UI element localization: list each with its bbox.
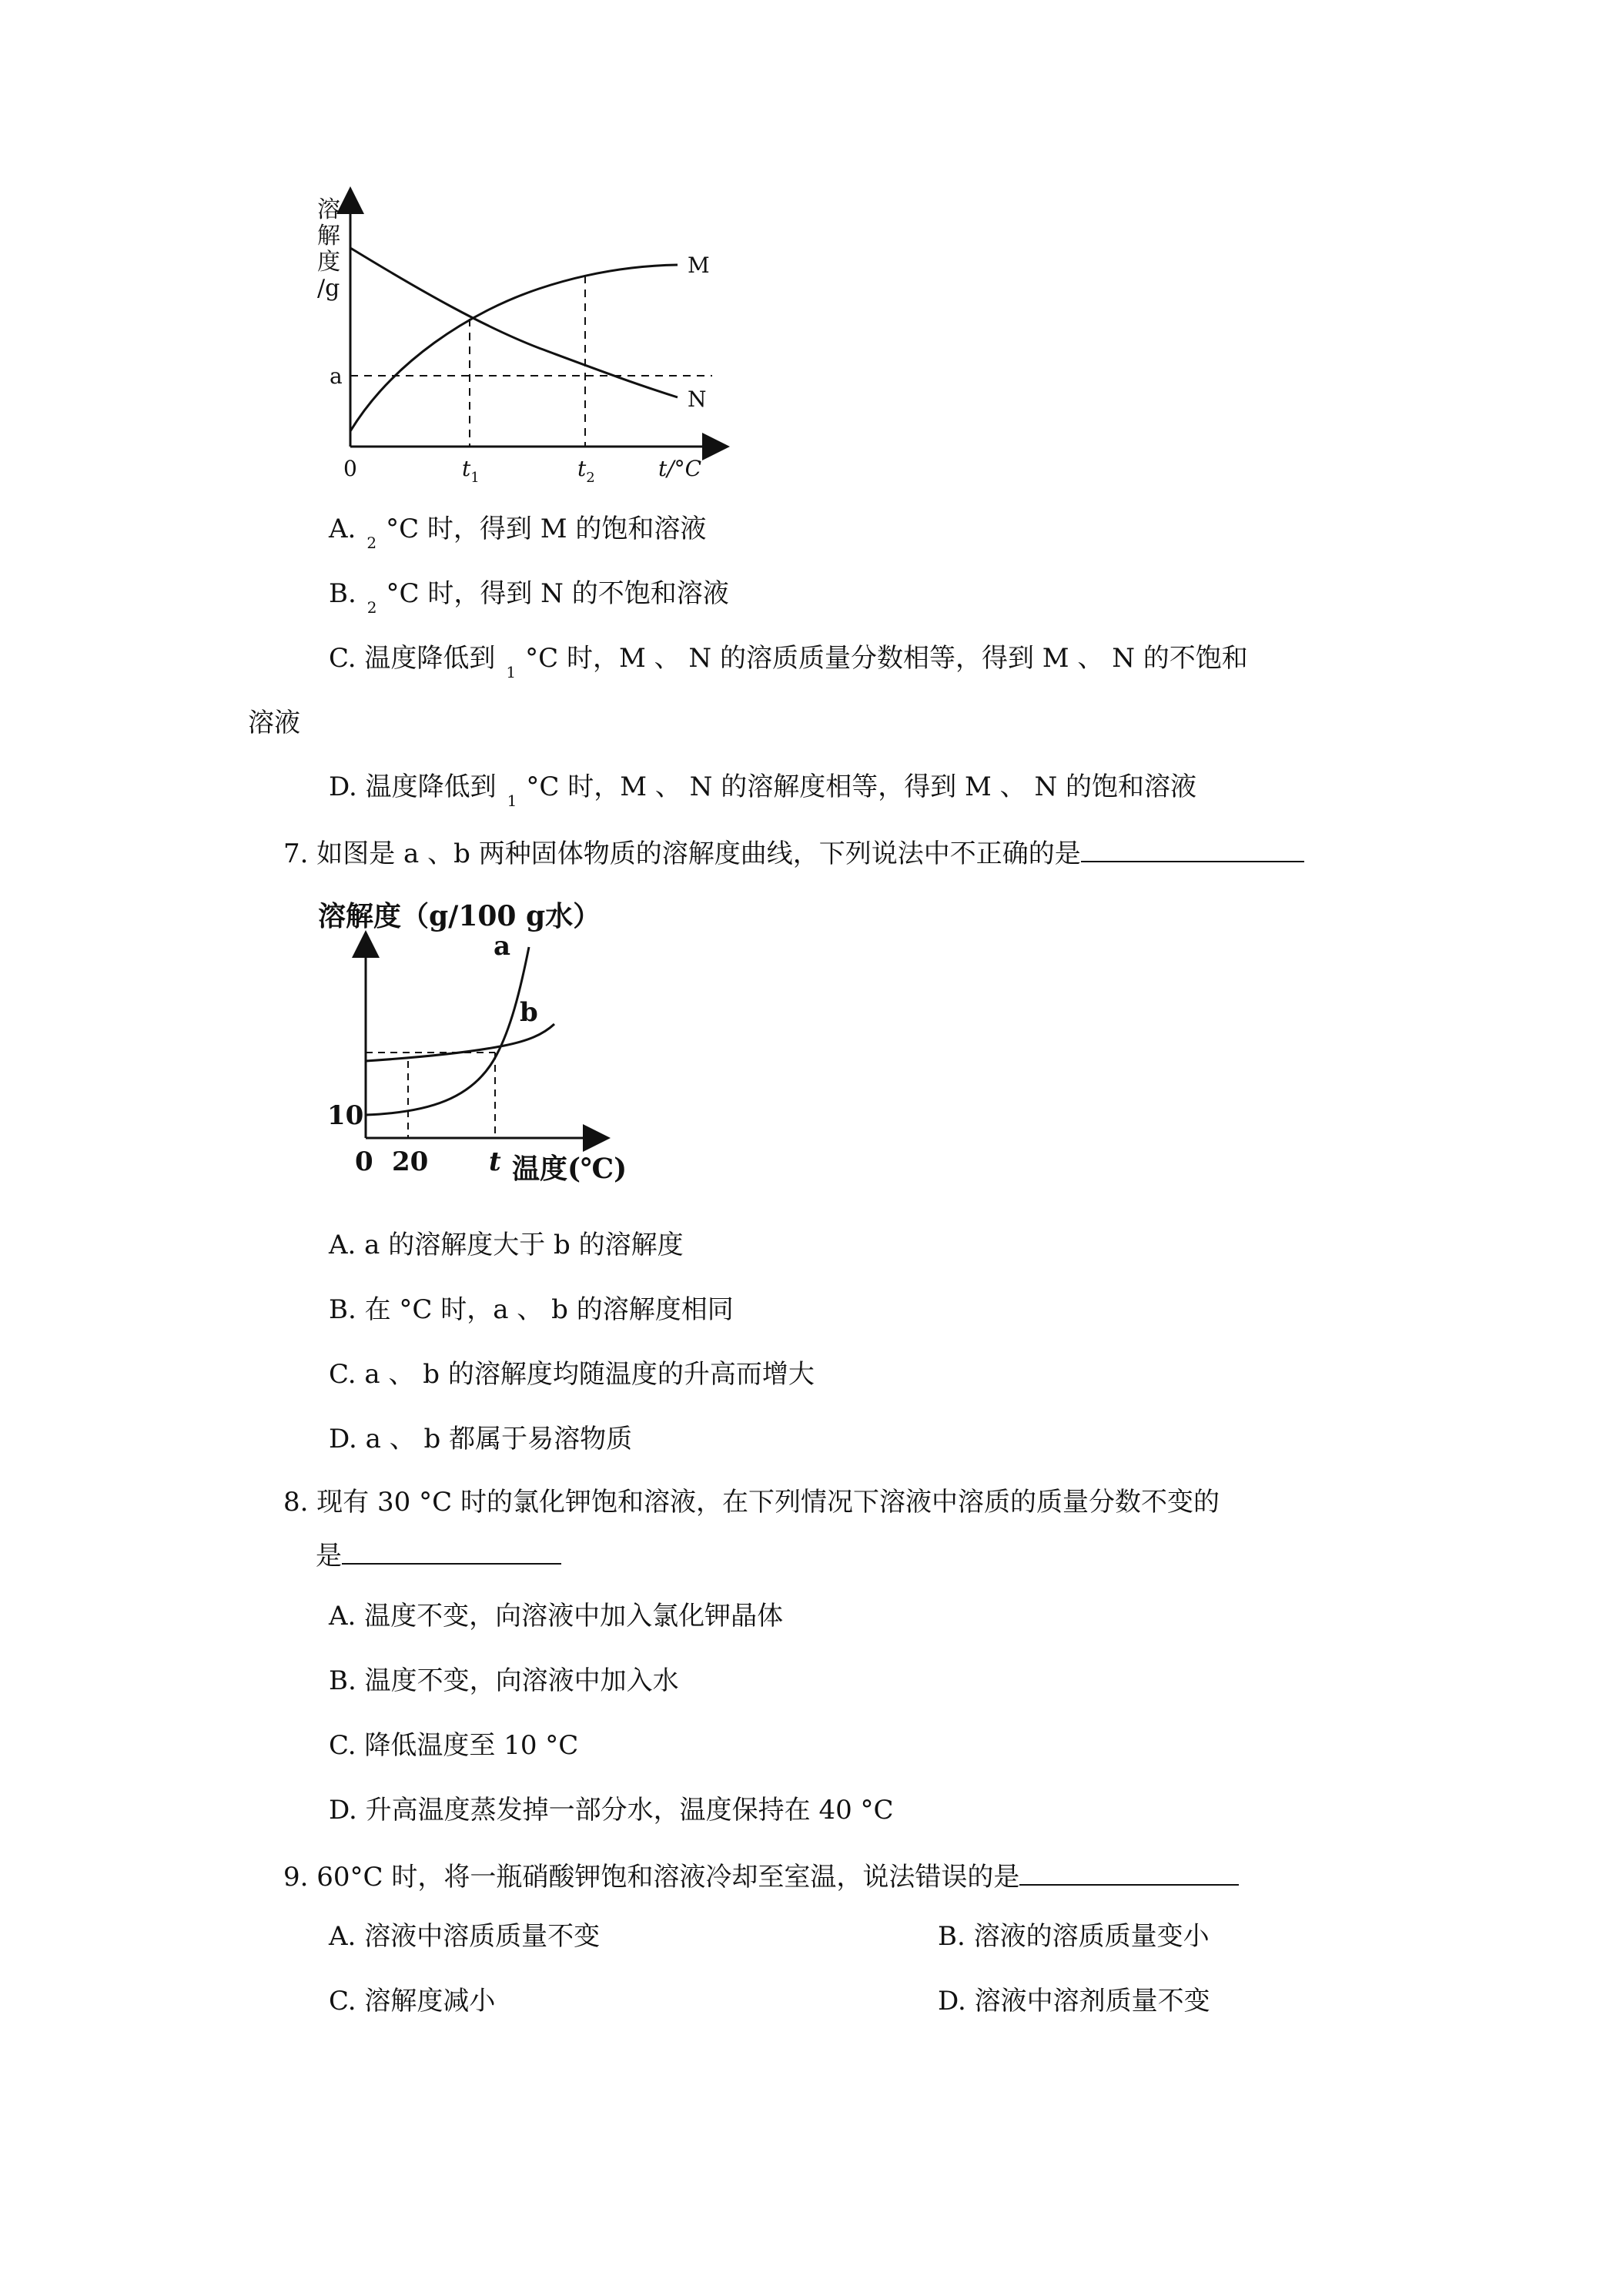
x-axis-label: 温度(℃) — [512, 1153, 627, 1185]
q6-a-sub: 2 — [366, 534, 377, 552]
y-label-4: /g — [317, 275, 340, 302]
q8-option-d: D. 升高温度蒸发掉一部分水，温度保持在 40 °C — [329, 1795, 894, 1826]
curve-label-m: M — [688, 253, 710, 278]
q7-option-d: D. a 、 b 都属于易溶物质 — [329, 1424, 633, 1454]
q6-option-d — [329, 770, 1197, 810]
q6-option-c — [329, 641, 1248, 681]
x-tick-t1: $t_1$ — [462, 456, 480, 486]
q6-b-prefix: B. — [329, 578, 356, 609]
curve-n — [350, 248, 678, 397]
curve-b — [366, 1024, 554, 1061]
y-tick-a: a — [330, 363, 343, 389]
curve-a — [366, 947, 529, 1115]
q9-option-d: D. 溶液中溶剂质量不变 — [938, 1986, 1210, 2017]
q9-stem-text: 9. 60°C 时，将一瓶硝酸钾饱和溶液冷却至室温，说法错误的是 — [283, 1862, 1020, 1893]
q9-answer-blank[interactable] — [1019, 1856, 1239, 1886]
x-tick-20: 20 — [392, 1146, 429, 1177]
y-label-3: 度 — [317, 249, 340, 276]
solubility-chart-ab — [312, 893, 651, 1193]
q8-stem-wrap-text: 是 — [316, 1541, 342, 1571]
origin-label: 0 — [343, 456, 357, 481]
curve-m — [350, 265, 678, 431]
q6-option-b — [329, 577, 729, 617]
q7-option-a: A. a 的溶解度大于 b 的溶解度 — [329, 1230, 684, 1260]
q7-answer-blank[interactable] — [1081, 833, 1304, 862]
y-label-2: 解 — [317, 223, 340, 249]
q9-option-b: B. 溶液的溶质质量变小 — [938, 1921, 1210, 1952]
origin-label: 0 — [355, 1146, 373, 1177]
q9-option-a: A. 溶液中溶质质量不变 — [329, 1921, 601, 1952]
x-tick-t: t — [489, 1146, 501, 1177]
x-unit-label: t/°C — [658, 456, 702, 481]
q8-option-a: A. 温度不变，向溶液中加入氯化钾晶体 — [329, 1601, 784, 1632]
curve-label-b: b — [520, 997, 538, 1028]
q6-d-prefix: D. 温度降低到 — [329, 771, 497, 802]
q7-option-c: C. a 、 b 的溶解度均随温度的升高而增大 — [329, 1359, 815, 1390]
q6-option-a — [329, 512, 707, 552]
q6-option-c-wrap: 溶液 — [248, 708, 300, 738]
q7-stem — [283, 833, 1304, 871]
q6-c-sub: 1 — [506, 663, 517, 681]
q6-b-text: °C 时，得到 N 的不饱和溶液 — [386, 578, 729, 609]
q6-d-text: °C 时，M 、 N 的溶解度相等，得到 M 、 N 的饱和溶液 — [526, 771, 1197, 802]
q8-stem-wrap — [316, 1535, 561, 1573]
q8-stem: 8. 现有 30 °C 时的氯化钾饱和溶液，在下列情况下溶液中溶质的质量分数不变的 — [283, 1487, 1220, 1518]
q6-a-prefix: A. — [329, 514, 356, 544]
q6-b-sub: 2 — [366, 598, 377, 617]
q6-c-prefix: C. 温度降低到 — [329, 643, 496, 674]
q8-answer-blank[interactable] — [342, 1535, 561, 1565]
y-tick-10: 10 — [327, 1100, 364, 1131]
q8-option-b: B. 温度不变，向溶液中加入水 — [329, 1665, 679, 1696]
q8-option-c: C. 降低温度至 10 °C — [329, 1730, 579, 1761]
curve-label-n: N — [688, 387, 707, 412]
q9-option-c: C. 溶解度减小 — [329, 1986, 496, 2017]
curve-label-a: a — [494, 931, 511, 962]
q9-stem — [283, 1856, 1239, 1894]
x-tick-t2: $t_2$ — [577, 456, 595, 486]
chart-title: 溶解度（g/100 g水） — [318, 900, 601, 932]
q6-a-text: °C 时，得到 M 的饱和溶液 — [386, 514, 707, 544]
q7-option-b: B. 在 °C 时，a 、 b 的溶解度相同 — [329, 1294, 734, 1325]
y-label-1: 溶 — [317, 196, 340, 223]
q6-c-text: °C 时，M 、 N 的溶质质量分数相等，得到 M 、 N 的不饱和 — [525, 643, 1248, 674]
q6-d-sub: 1 — [507, 792, 517, 810]
q7-stem-text: 7. 如图是 a 、b 两种固体物质的溶解度曲线，下列说法中不正确的是 — [283, 838, 1081, 869]
solubility-chart-mn — [308, 185, 739, 493]
